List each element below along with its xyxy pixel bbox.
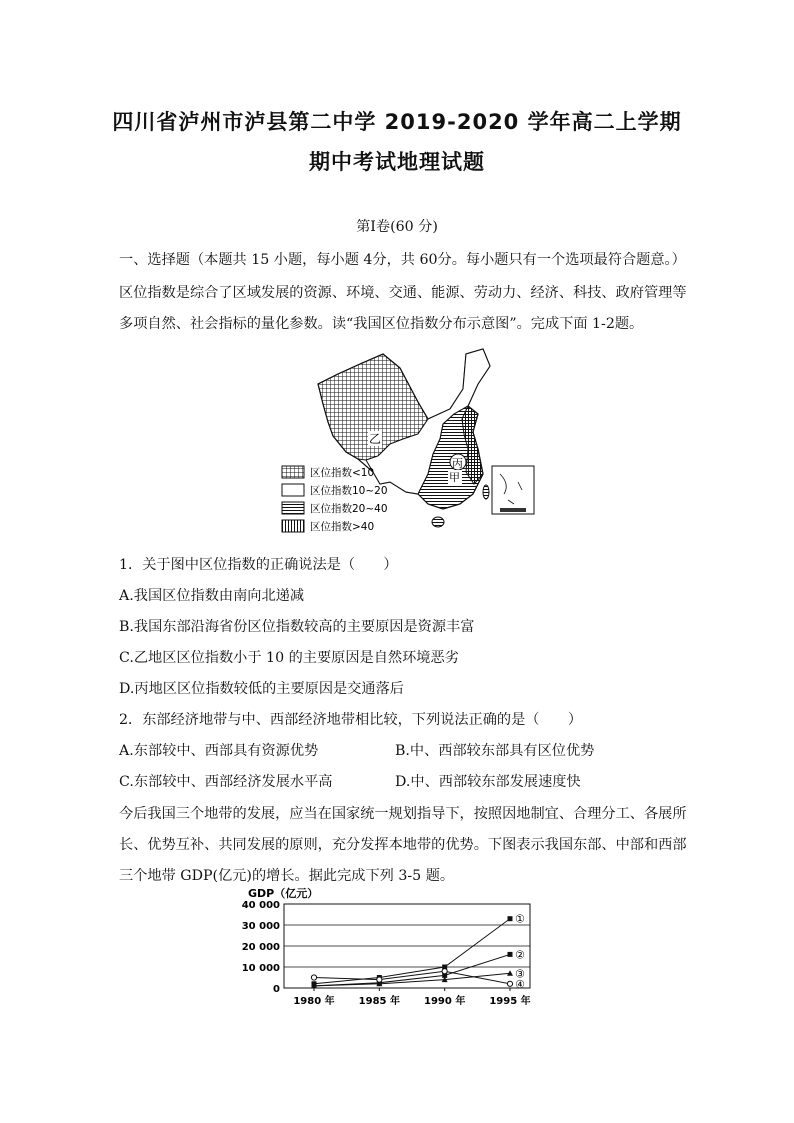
label-jia: 甲 <box>449 471 460 484</box>
passage1-line2: 多项自然、社会指标的量化参数。读“我国区位指数分布示意图”。完成下面 1-2题。 <box>119 316 644 332</box>
passage2-line1: 今后我国三个地带的发展，应当在国家统一规划指导下，按照因地制宜、合理分工、各展所 <box>119 806 687 822</box>
x-tick-label: 1995 年 <box>489 996 531 1007</box>
legend-item-1: 区位指数<10 <box>310 467 375 479</box>
label-yi: 乙 <box>369 432 382 446</box>
question-2-option-c: C.东部较中、西部经济发展水平高 <box>119 774 333 790</box>
passage2-line3: 三个地带 GDP(亿元)的增长。据此完成下列 3-5 题。 <box>119 868 455 884</box>
question-1-stem: 1．关于图中区位指数的正确说法是（ ） <box>119 557 398 573</box>
series-line <box>314 919 510 984</box>
paper-title-line2: 期中考试地理试题 <box>309 150 485 174</box>
y-tick-label: 40 000 <box>241 900 280 911</box>
question-1-option-d: D.丙地区区位指数较低的主要原因是交通落后 <box>119 681 404 697</box>
south-china-sea-inset <box>492 466 534 514</box>
data-point <box>508 952 513 957</box>
legend-item-3: 区位指数20~40 <box>310 503 388 515</box>
y-tick-label: 20 000 <box>241 942 280 953</box>
x-tick-label: 1990 年 <box>424 996 466 1007</box>
y-tick-label: 30 000 <box>241 921 280 932</box>
question-2-option-d: D.中、西部较东部发展速度快 <box>395 774 581 790</box>
taiwan-island <box>483 485 489 499</box>
series-label: ③ <box>515 967 525 981</box>
label-bing: 丙 <box>452 457 463 470</box>
data-point <box>377 977 382 982</box>
legend-item-2: 区位指数10~20 <box>310 485 388 497</box>
series-label: ④ <box>515 977 525 991</box>
section-instructions: 一、选择题（本题共 15 小题，每小题 4分，共 60分。每小题只有一个选项最符合题意。） <box>119 252 686 268</box>
y-tick-label: 10 000 <box>241 963 280 974</box>
question-1-option-b: B.我国东部沿海省份区位指数较高的主要原因是资源丰富 <box>119 619 475 635</box>
series-label: ② <box>515 948 525 962</box>
question-1-option-c: C.乙地区区位指数小于 10 的主要原因是自然环境恶劣 <box>119 650 459 666</box>
gdp-growth-chart <box>240 884 550 1014</box>
legend-item-4: 区位指数>40 <box>310 521 375 533</box>
question-2-option-b: B.中、西部较东部具有区位优势 <box>395 743 595 759</box>
series-label: ① <box>515 912 525 926</box>
passage2-line2: 长、优势互补、共同发展的原则，充分发挥本地带的优势。下图表示我国东部、中部和西部 <box>119 837 687 853</box>
x-tick-label: 1980 年 <box>293 996 335 1007</box>
data-point <box>442 969 447 974</box>
question-1-option-a: A.我国区位指数由南向北递减 <box>119 588 305 604</box>
location-index-map <box>278 344 538 538</box>
x-tick-label: 1985 年 <box>358 996 400 1007</box>
passage1-line1: 区位指数是综合了区域发展的资源、环境、交通、能源、劳动力、经济、科技、政府管理等 <box>119 285 687 301</box>
data-point <box>508 916 513 921</box>
data-point <box>507 981 512 986</box>
question-2-stem: 2．东部经济地带与中、西部经济地带相比较，下列说法正确的是（ ） <box>119 712 583 728</box>
paper-title-line1: 四川省泸州市泸县第二中学 2019-2020 学年高二上学期 <box>112 110 682 134</box>
section-heading: 第Ⅰ卷(60 分) <box>356 219 438 235</box>
y-tick-label: 0 <box>273 984 280 995</box>
hainan-island <box>432 517 444 527</box>
map-legend <box>282 466 388 533</box>
question-2-option-a: A.东部较中、西部具有资源优势 <box>119 743 319 759</box>
data-point <box>311 975 316 980</box>
chart-ylabel: GDP（亿元） <box>248 887 319 900</box>
